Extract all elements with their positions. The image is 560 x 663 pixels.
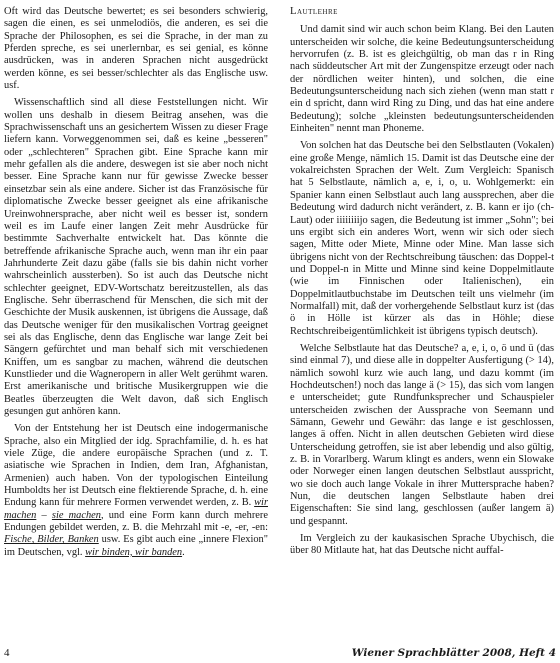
paragraph-intro: Oft wird das Deutsche bewertet; es sei besonders schwierig, sagen die einen, es sei unmelodiös, die anderen, es sei die Sprache der Philosophen, es sei die Sprache, in der man zu Pferden spreche, es sei unerlernbar, es sei genial, es könne ausdrücken, was in anderen Sprachen nicht ausgedrückt werden könne, es sei besser/schlechter als das Englische usw. usf. bbox=[4, 6, 268, 92]
page-number: 4 bbox=[4, 647, 10, 659]
journal-title: Wiener Sprachblätter 2008, Heft 4 bbox=[351, 647, 556, 659]
paragraph-science: Wissenschaftlich sind all diese Feststellungen nicht. Wir wollen uns deshalb in diesem Beitrag ansehen, was die Sprachwissenschaft uns an gesichertem Wissen zu dieser Frage liefern kann. Vorweggenommen sei, daß es keine „besseren" oder „schlechteren" Sprachen gibt. Eine Sprache kann mir mehr gefallen als die andere, deswegen ist sie aber noch nicht besser. Eine Sprache kann nur für gewisse Zwecke besser einsetzbar sein als eine andere. Sicher ist das Französische für diplomatische Zwecke besser geeignet als eine afrikanische Ureinwohnersprache, aber nicht weil es besser ist, sondern weil es im Laufe einer langen Zeit mehr Ausdrücke für bestimmte Sachverhalte entwickelt hat. Das könnte die betreffende afrikanische Sprache auch, wenn man ihr ein paar Jahrhunderte Zeit dazu gäbe (falls sie bis dahin nicht vorher wahrscheinlich aussterben). So ist auch das Deutsche nicht schlechter geeignet, EDV-Wortschatz bereitzustellen, als das Englische. Sehr überraschend für Menschen, die sich mit der Geschichte der Musik auskennen, ist übrigens die Aussage, daß das Deutsche weniger für den musikalischen Vortrag geeignet sei als das Englische, denn das Englische war lange Zeit bei Sängern gefürchtet und man behalf sich mit verschiedenen Kniffen, um es sangbar zu machen, während die deutschen Kunstlieder und die Wagneropern in aller Welt gerühmt waren. Erst amerikanische und britische Musikergruppen wie die Beatles überzeugten die Welt davon, daß sich Englisch gesungen gut anhören kann. bbox=[4, 97, 268, 417]
right-column bbox=[290, 6, 554, 563]
paragraph-klang: Und damit sind wir auch schon beim Klang. Bei den Lauten unterscheiden wir solche, die keine Bedeutungsunterscheidung hervorrufen (z. B. ist es gleichgültig, ob man das r in Ring nach süddeutscher Art mit der Zungenspitze erzeugt oder nach der nördlichen weiter hinten), und solchen, die eine Bedeutungsunterscheidung nach sich ziehen (wenn man statt r ein d spricht, dann wird Ring zu Ding, und das hat eine andere Bedeutung); solche „kleinsten bedeutungsunterscheidenden Einheiten" nennt man Phoneme. bbox=[290, 24, 554, 135]
example-plurals: Fische, Bilder, Banken bbox=[4, 534, 99, 546]
example-sie-machen: sie machen bbox=[51, 509, 101, 521]
paragraph-ubychisch: Im Vergleich zu der kaukasischen Sprache Ubychisch, die über 80 Mitlaute hat, hat das Deutsche nicht auffal- bbox=[290, 533, 554, 557]
left-column bbox=[4, 6, 268, 564]
page-footer bbox=[4, 645, 556, 659]
paragraph-selbstlaute: Welche Selbstlaute hat das Deutsche? a, e, i, o, ö und ü (das sind einmal 7), und diese alle in doppelter Ausfertigung (> 14), nämlich sowohl kurz wie auch lang, und dazu kommt (im Hochdeutschen!) noch das lange ä (> 15), das sich vom langen e unterscheidet; gute Rundfunksprecher und Schauspieler unterscheiden zwischen der Aussprache von Seemann und Sämann, Gewehr und Gewähr: das lange e ist geschlossen, langes ä offen. Nicht in allen deutschen Gebieten wird diese Unterscheidung getroffen, sie ist aber lebendig und also gültig, z. B. in Vorarlberg. Warum klingt es anders, wenn ein Slowake oder Norweger einen langen deutschen Selbstlaut ausspricht, wo sie doch auch lange Vokale in ihrer Muttersprache haben? Nun, die deutschen langen Selbstlaute haben drei Eigenschaften: Sie sind lang, geschlossen (außer langem ä) und gespannt. bbox=[290, 342, 554, 527]
paragraph-vokale: Von solchen hat das Deutsche bei den Selbstlauten (Vokalen) eine große Menge, nämlich 15. Damit ist das Deutsche eine der vokalreichsten Sprachen der Welt. Zum Vergleich: Spanisch hat 5 Selbstlaute, nämlich a, e, i, o, u. Wohlgemerkt: ein Spanier kann einen Selbstlaut auch lang aussprechen, aber die Bedeutung wird dadurch nicht verändert, z. B. kann er ijo (ch-Laut) oder iiiiiiiijo sagen, die Bedeutung ist immer „Sohn"; bei uns ergibt sich ein anderes Wort, wenn wir sich oder siech sagen, Mitte oder Miete, Minne oder Mine. Man lasse sich übrigens nicht von der Rechtschreibung täuschen: das Doppel-t und Doppel-n in Mitte und Minne sind keine Doppelmitlaute (wie im Finnischen oder Italienischen), ein Doppelmitlautbuchstabe im Deutschen teilt uns vielmehr (im Normalfall) mit, daß der vorhergehende Selbstlaut kurz ist (das ö in Hölle ist kürzer als das in Höhle; diese Rechtschreibeigentümlichkeit ist übrigens typisch deutsch). bbox=[290, 140, 554, 337]
example-binden: wir binden, wir banden bbox=[85, 546, 183, 558]
paragraph-origin: Von der Entstehung her ist Deutsch eine indogermanische Sprache, also ein Mitglied der idg. Sprachfamilie, d. h. es hat viele Züge, die andere europäische Sprachen (und z. T. asiatische wie Sprachen in Indien, dem Iran, Afghanistan, Armenien) auch haben. Von der typologischen Einteilung Humboldts her ist Deutsch eine flektierende Sprache, d. h. eine Endung kann für mehrere Formen verwendet werden, z. B. wir machen – sie machen, und eine Form kann durch mehrere Endungen gebildet werden, z. B. die Mehrzahl mit -e, -er, -en: Fische, Bilder, Banken usw. Es gibt auch eine „innere Flexion" im Deutschen, vgl. wir binden, wir banden. bbox=[4, 423, 268, 558]
section-title: Lautlehre bbox=[290, 6, 338, 17]
example-wir-machen: wir machen bbox=[4, 497, 268, 521]
